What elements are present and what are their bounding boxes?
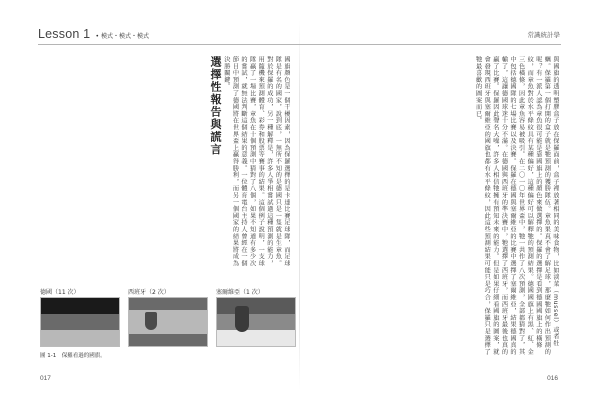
flags-figure [40, 287, 300, 377]
lesson-subtitle: • 模式・模式・模式 [95, 33, 149, 40]
spain-coat-of-arms-icon [145, 312, 157, 330]
lesson-title: Lesson 1 [38, 27, 91, 41]
germany-flag-image [40, 297, 120, 347]
page-number-right: 016 [547, 375, 558, 382]
serbia-coat-of-arms-icon [235, 306, 249, 332]
header-rule [38, 44, 561, 45]
flag-label-germany: 德國（11 次） [40, 289, 80, 296]
serbia-flag-image [216, 297, 296, 347]
section-title: 選擇性報告與謊言 [209, 56, 222, 156]
page-number-left: 017 [40, 375, 51, 382]
spain-flag-image [128, 297, 208, 347]
lesson-header [38, 27, 149, 41]
right-page-body: 與國旗的透明塑膠盒子放在保羅面前，盒子裡放著相同的美味食物，比如淡菜（mussel）或者牡蠣。保羅第一個打開的盒子就是牠預測的獲勝隊伍。章魚果真不會了解足球，那麼牠如何作出預測的呢？有一派人認為章魚很可能是靠國旗上的顏色來做選擇的。保羅的選擇是看到德國國旗上的橫條紋，而章魚對於水平條紋具有某種偏好，這種偏好可以解釋牠的預測結果。德國國旗上有黑、紅、金三色橫條，因此章魚容易被吸引。在二〇一〇年世界盃中，牠一共作了八次預測，全部都猜對了，其中包括德國隊的七場比賽以及決賽。保羅在德國與塞爾維亞的比賽中選擇了塞爾維亞，結果德國真的輸了，這讓德國球迷十分不滿。在德國與西班牙的準決賽中，牠選擇了西班牙，而西班牙最後也真的贏了比賽。保羅因此聲名大噪，許多人相信牠擁有預知未來的能力。但是如果仔細看國旗的圖案，就會發現西班牙與塞爾維亞的國旗也都有水平條紋，因此這些預測結果可能只是巧合，保羅只是選擇了牠最喜歡的圖案而已。 [474, 56, 559, 356]
left-page-body: 國旗顏色是一個干擾因素，因為保羅選擇的是卡達比賽足球隊，而足球隊是有名的國家，說到底，一無所不知的是德國只是一隻就是生章魚。對於保羅的成功，另一種解釋是，許多人爭相嘗試過這種預測的能力，用隨機來預測體育、彩券和股票等賽事的結果。這個例子說明，一支球隊贏了一場比賽，章魚在十個預測中猜對了八個，如果不知道有多少次的嘗試，就無法判斷這個結果的意義。一位體育電台主持人曾經在一個節目中預測了德國將在世界盃上贏得勝利，而另一個國家的結果將成為決勝關鍵。 [222, 56, 290, 267]
flag-label-serbia: 塞爾維亞（1 次） [216, 289, 264, 296]
book-title: 常識統計學 [527, 31, 560, 39]
figure-caption: 圖 1-1 保羅看過的國旗。 [40, 353, 106, 359]
flag-label-spain: 西班牙（2 次） [128, 289, 170, 296]
